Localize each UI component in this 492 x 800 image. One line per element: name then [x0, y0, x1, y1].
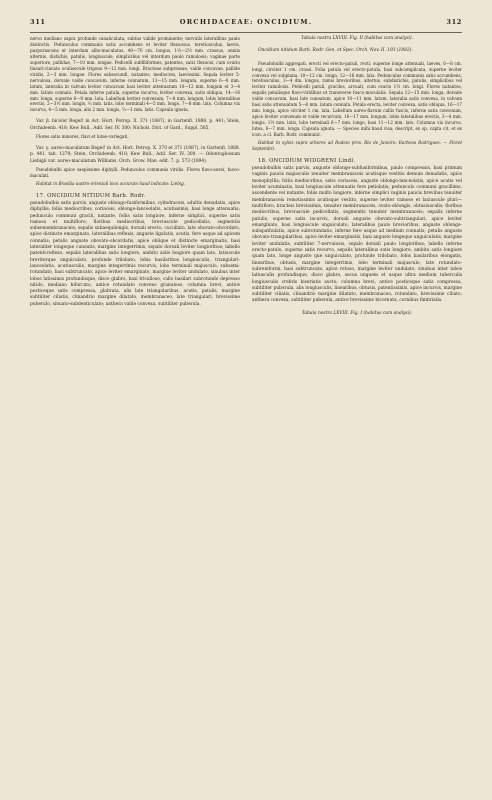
- species-description: Pseudobulbi aggregati, erecti vel erecto-patuli, recti, superne longe attenuati, laeves, 6—8 cm. longi, circiter 1 cm. crassi. Folia patula vel erecto-patula, basi subcomplicata, superne leviter convexa vel subplana, 10—12 cm. longa, 12—16 mm. lata. Pedunculus communis satis accumbens, teretiusculus, 3—4 dm. longus, ramis brevioribus, alternis, subdistichis, patulis, simplicibus vel leviter ramulosis. Pedicelli patuli, graciles, arcuati, cum ovario 1½ cm. longi. Flores nutantes, sepalis petalisque flavo-viridibus et transverse fusco-maculatis. Sepala 12—15 mm. longa, dorsale valde concavum, basi late cuneatum, apice 10—11 mm. latum, lateralia satis convexa, in valvum basi satis attenuatum 5—6 mm. latum connata. Petala erecta, leviter convexa, satis obliqua, 16—17 mm. longa, apice circiter 1 cm. lata. Labellum aureo-flavum callis fuscis, inferne satis convexum, apice leviter convexum et valde recurvum, 16—17 mm. longum, lobis lateralibus erectis, 3—4 mm. longis, 1½ mm. latis, lobo terminali 6—7 mm. longo, basi 11—12 mm. lato. Columna vix incurva, lutea, 6—7 mm. longa. Capsula ignota. — Species mihi haud visa; descript. ex sp. capta cit. et ex icon. a cl. Barb. Rodr. communic.: [252, 60, 462, 138]
- species-diagnosis-17: pseudobulbis satis parvis, anguste oblongo-fusiformibus, cylindraceis, adultis denudatis, apice diphyllis; foliis mediocribus, coriaceis, oblongo-lanceolatis, acutissimis, basi longe attenuatis; pedunculo communi gracili, nutante, foliis satis longiore, inferne simplici, superne satis ramoso et multifloro; floribus mediocribus, breviuscule pedicellatis, segmentis subsemembranaceis; sepalis subaequilongis, dorsali erecto, cucullato, late obovato-obcordato, apice distincte emarginato, lateralibus reflexis, anguste ligulatis, acutis, fere usque ad apicem connatis; petalis anguste obovato-obcordatis, apice oblique et distincte emarginatis, basi lateraliter longeque cuneatis, margine integerrimis, sepalo dorsali leviter longioribus; labello patenti-reflexo, sepalis lateralibus satis longiore, ambitu satis longiore quam lato, latiuscule breviterque unguiculato, profunde trilobato, lobis basilaribus longiusculis, triangulari-lanceolatis, acutiusculis, margine integerrimis recurvis, lobo terminali majusculo, subsemi-rotundato, basi subtruncato, apice leviter emarginato, margine leviter undulato, sinubus inter lobos latissimis profundisque, disco glabro, basi tricalloso, callo basilari subrotundo depresso nitido, mediano bifurcato, antice rotundato convexo granuloso, columna brevi, antice posticeque satis compressa, glabrata, alis late triangularibus, acutis, patulis, margine subtiliter ciliatis, clinandrio margine dilatato, membranaceo, late triangulari, brevissime puberulo, sinuato-subdenticulato; anthera valde convexa, subtiliter puberula.: [30, 200, 240, 307]
- synonym-citation: Oncidium nitidum Barb. Rodr. Gen. et Spec. Orch. Nov. II. 193 (1882).: [258, 48, 413, 54]
- species-heading-18: 18. ONCIDIUM WIDGRENI Lindl.: [258, 157, 356, 164]
- variety-gamma: Var. γ. aureo-maculatum Regel! in Act. Hort. Petrop. X. 370 et 371 (1887), in Gartenfl. 1888. p. 441. tab. 1279; Stein, Orchideenb. 418; Kew Bull., Add. Ser. IV. 300. — Odontoglossum Liebigii var. aureo-maculatum Williams, Orch. Grow. Man. edit. 7. p. 573 (1894).: [30, 145, 240, 164]
- running-title: ORCHIDACEAE: ONCIDIUM.: [179, 18, 313, 26]
- left-page-number: 311: [30, 18, 46, 26]
- variety-beta: Var. β. bicolor Regel! in Act. Hort. Petrop. X. 371 (1887), in Gartenfl. 1888. p. 441; Stein, Orchideenb. 418; Kew Bull., Add. Ser. IV. 300; Nichols. Dict. of Gard., Suppl. 565.: [30, 119, 240, 131]
- habitat-note: Habitat in sylvis supra arbores ad Rodeio prov. Rio de Janeiro: Barbosa Rodrigues. — Floret Septembri.: [252, 139, 462, 151]
- plate-reference: Tabula nostra LXVIII. Fig. II (habitus cum analysi).: [301, 36, 413, 41]
- plate-reference-2: Tabula nostra LXVIII. Fig. I (habitus cum analysi).: [301, 310, 413, 316]
- description-continued: nervo mediano supra profunde canaliculata, subtus valide prominente; nervulis lateralibus paulo distinctis. Pedunculus communis satis accumbens et leviter flexuosus, teretiusculus, laevis, purpurascens et interdum albo-maculatus, 40—70 cm. longus, 1½—2½ mm. crassus, omnis alternis, distichis, patulis, longiuscule, simplicibus vel interdum paulo ramulosis; vaginae parte superiore, pallidae, 7—10 mm. longae. Pedicelli subfiliformes, patentes, satis flexuosi, cum ovario lineari-clavato oculisecule trigono 9—12 mm. longi. Bracteae subpressae, valde concavae, pallide viridis, 2—3 mm. longae. Flores subsecundi, nutantes, mediocres, laevissimi. Sepala leviter 5-nervulosa, dorsale valde concavum, inferne connatum, 13—15 mm. longum, superne 6—8 mm. latum, lateralia in valvum leviter concavum basi leviter attenuatum 10—12 mm. longum et 3—4 mm. latum connata. Petala inferne patula, superne incurva, leviter convexa, satis obliqua, 14—16 mm. longa, superne 6—9 mm. lata. Labellum leviter convexum, 7—8 mm. longum, lobis lateralibus erectis, 2—3½ mm. longis, ⅔ mm. latis, lobo terminali 4—5 mm. longo, 7—8 mm. lato. Columna vix incurva, 4—5 mm. longa, alis 2 mm. longis, ⅔—1 mm. latis. Capsula ignota.: [30, 36, 240, 113]
- variety-beta-description: Flores satis minores, flavi et luteo-variegati.: [36, 133, 129, 139]
- header-rule: [30, 32, 462, 33]
- right-page-number: 312: [446, 18, 462, 26]
- running-header: [30, 18, 462, 30]
- left-column: [30, 36, 240, 319]
- text-columns: [30, 36, 462, 319]
- species-diagnosis-18: pseudobulbis satis parvis, anguste oblongo-subfusiformibus, paulo compressis, basi primum vaginis paucis majusculis tenuiter membranaceis acutisque vestitis demum denudatis, apice monophyllis; foliis mediocribus, satis coriaceis, anguste oblongo-lanceolatis, apice acutis vel leviter acuminatis, basi longiuscule attenuatis fere petiolatis; pedunculo communi gracillimo, ascendente vel nutante, foliis multo longiore, inferne simplici vaginis paucis brevibus tenuiter membranaceis remotissimis acutisque vestito, superne leviter ramoso et laxiuscule pluri—multifloro; bracteis brevissimis, tenuiter membranaceis, ovato-oblongis, obtusiusculis; floribus mediocribus, breviuscule pedicellatis, segmentis tenuiter membranaceis; sepalis inferne patulis, superne satis incurvis, dorsali anguste obovato-subtriangulari, apice leviter emarginato, basi longiuscule unguiculato, lateralibus paulo brevioribus, anguste oblongo-subspathulatis, apice subrotundatis, inferne fere usque ad medium connatis; petalis anguste obovato-triangularibus, apice leviter emarginatis, basi anguste longeque unguiculatis, margine leviter undulatis, subtiliter 7-nervulosis, sepalo dorsali paulo longioribus; labello inferne erecto-patulo, superne satis recurvo, sepalis lateralibus satis longiore, ambitu satis longiore quam lato, longe anguste que unguiculato, profunde trilobato, lobis basilaribus elongatis, linearibus, obtusis, margine integerrimis, lobo terminali majusculo, late rotundato-subreniformi, basi subtruncato, apice retuso, margine leviter undulato, sinubus inter lobos latiusculis profundisque, disco glabro, secus unguem et usque ultra medium tuberculis longiusculis crebris biseriatis aucto; columna brevi, antice posticeque satis compressa, subtiliter puberula, alis longiusculis, linearibus, obtusis, patentissimis, apice incurvis, margine subtiliter ciliatis, clinandrio margine dilatato, membranaceo, rotundato, brevissime ciliato; anthera convexa, subtiliter puberula, antice brevissime bicornuta, cornibus fimbriatis.: [252, 166, 462, 304]
- right-column: [252, 36, 462, 319]
- variety-gamma-description: Pseudobulbi apice saepissime diphylli. Pedunculus communis viridis. Flores flavo-aurei, fusco-maculati.: [30, 166, 240, 178]
- habitat-note: Habitat in Brasilia austro-orientali loco accurato haud indicato: Liebig.: [36, 180, 186, 186]
- species-heading-17: 17. ONCIDIUM NITIDUM Barb. Rodr.: [36, 192, 146, 199]
